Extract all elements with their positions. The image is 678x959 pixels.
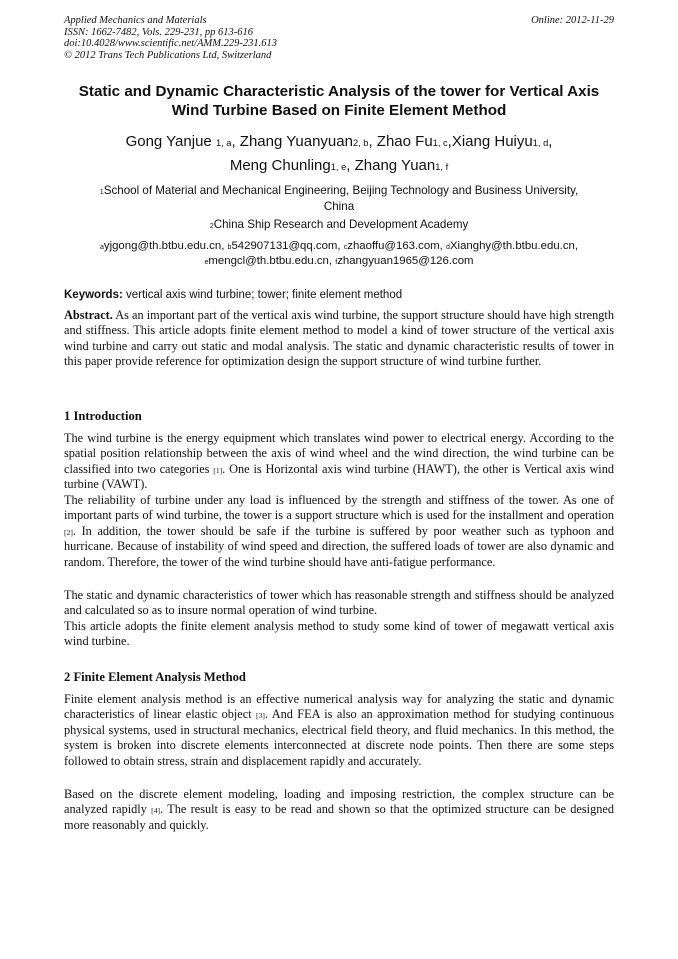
email-sup: e — [204, 259, 209, 266]
email-link: mengcl@th.btbu.edu.cn, — [208, 255, 336, 267]
affiliation-2 — [70, 217, 608, 233]
intro-paragraph-4: This article adopts the finite element analysis method to study some kind of tower of megawatt vertical axis wind turbine. — [64, 619, 614, 649]
para-text: The wind turbine is the energy equipment which translates wind power to electrical energy. According to the spatial position relationship between the axis of wind wheel and the wind direction, the wind turbine can be classified into two categories — [64, 431, 614, 476]
author-emails — [40, 239, 638, 269]
para-text: Based on the discrete element modeling, loading and imposing restriction, the complex structure can be analyzed rapidly — [64, 787, 614, 817]
email-sup: b — [227, 244, 232, 251]
intro-paragraph-1 — [64, 431, 614, 493]
author-sup: 1, d — [532, 138, 549, 148]
author-sup: 1, e — [330, 162, 347, 172]
affiliation-1 — [70, 183, 608, 214]
abstract-label: Abstract. — [64, 308, 113, 322]
citation: [2] — [64, 527, 73, 537]
para-text: . The result is easy to be read and shown so that the optimized structure can be designed more reasonably and quickly. — [64, 802, 614, 832]
fea-paragraph-1 — [64, 692, 614, 769]
email-link: yjgong@th.btbu.edu.cn, — [103, 240, 228, 252]
journal-header — [64, 15, 277, 61]
para-text: . In addition, the tower should be safe if the turbine is suffered by poor weather such as typhoon and hurricane. Because of instability of wind speed and direction, the suffered loads of tower are also dynamic and random. Therefore, the tower of the wind turbine should have anti-fatigue performance. — [64, 523, 614, 569]
email-link: 542907131@qq.com, — [231, 240, 344, 252]
section-2-heading: 2 Finite Element Analysis Method — [64, 670, 246, 684]
email-link: zhangyuan1965@126.com — [337, 255, 474, 267]
affil-text: School of Material and Mechanical Engineering, Beijing Technology and Business University, — [103, 184, 579, 197]
author-sup: 1, a — [215, 138, 232, 148]
affil-text: China Ship Research and Development Academy — [213, 218, 469, 231]
keywords-label: Keywords: — [64, 289, 123, 301]
affil-text-line2: China — [323, 199, 355, 213]
paper-title — [56, 82, 622, 120]
author-name: Meng Chunling — [229, 157, 331, 174]
intro-paragraph-3: The static and dynamic characteristics of tower which has reasonable strength and stiffness should be analyzed and calculated so as to insure normal operation of wind turbine. — [64, 588, 614, 618]
author-line-2 — [40, 154, 638, 178]
section-1-heading: 1 Introduction — [64, 409, 142, 423]
email-sup: f — [335, 259, 338, 266]
abstract — [64, 308, 614, 370]
journal-name: Applied Mechanics and Materials — [64, 15, 207, 26]
citation: [3] — [256, 711, 265, 721]
abstract-text: As an important part of the vertical axis wind turbine, the support structure should have high strength and stiffness. This article adopts finite element method to model a kind of tower structure of the vertical axis wind turbine and carry out static and modal analysis. The static and dynamic characteristic results of tower in this paper provide reference for optimization design the support structure of wind turbine further. — [64, 308, 614, 369]
affil-sup: 2 — [209, 221, 214, 230]
author-name: ,Xiang Huiyu — [447, 133, 533, 150]
author-name: Gong Yanjue — [125, 133, 216, 150]
author-sep: , — [548, 133, 553, 150]
para-text: The reliability of turbine under any load is influenced by the strength and stiffness of the tower. As one of important parts of wind turbine, the tower is a support structure which is used for the installment and operation — [64, 493, 614, 523]
citation: [4] — [151, 806, 161, 816]
email-sup: d — [446, 244, 450, 251]
journal-issn: ISSN: 1662-7482, Vols. 229-231, pp 613-616 — [64, 26, 253, 38]
title-line-2: Wind Turbine Based on Finite Element Method — [171, 102, 507, 119]
fea-paragraph-2 — [64, 787, 614, 833]
journal-doi: doi:10.4028/www.scientific.net/AMM.229-231.613 — [64, 38, 277, 49]
title-line-1: Static and Dynamic Characteristic Analysis of the tower for Vertical Axis — [78, 83, 600, 100]
citation: [1] — [213, 465, 223, 475]
keywords — [64, 288, 616, 302]
author-name: , Zhang Yuanyuan — [231, 133, 353, 150]
author-name: , Zhang Yuan — [346, 157, 436, 174]
para-text: Finite element analysis method is an effective numerical analysis way for analyzing the static and dynamic characteristics of linear elastic object — [64, 692, 614, 722]
author-sup: 1, f — [435, 162, 449, 172]
journal-copyright: © 2012 Trans Tech Publications Ltd, Switzerland — [64, 49, 272, 61]
para-text: . One is Horizontal axis wind turbine (HAWT), the other is Vertical axis wind turbine (VAWT). — [64, 461, 614, 492]
para-text: . And FEA is also an approximation method for studying continuous physical systems, used in structural mechanics, electrical field theory, and fluid mechanics. In this method, the system is broken into discrete elements interconnected at discrete node points. Then there are some steps followed to obtain stress, strain and displacement rapidly and accurately. — [64, 707, 614, 768]
online-date: Online: 2012-11-29 — [531, 15, 614, 26]
email-sup: a — [99, 244, 104, 251]
email-link: zhaoffu@163.com, — [347, 240, 447, 252]
email-link: Xianghy@th.btbu.edu.cn, — [449, 240, 579, 252]
email-sup: c — [343, 244, 348, 251]
affil-sup: 1 — [99, 187, 104, 196]
author-line-1 — [40, 130, 638, 154]
author-sup: 2, b — [352, 138, 369, 148]
author-sup: 1, c — [432, 138, 448, 148]
keywords-text: vertical axis wind turbine; tower; finite element method — [122, 289, 403, 301]
author-name: , Zhao Fu — [368, 133, 433, 150]
intro-paragraph-2 — [64, 493, 614, 570]
